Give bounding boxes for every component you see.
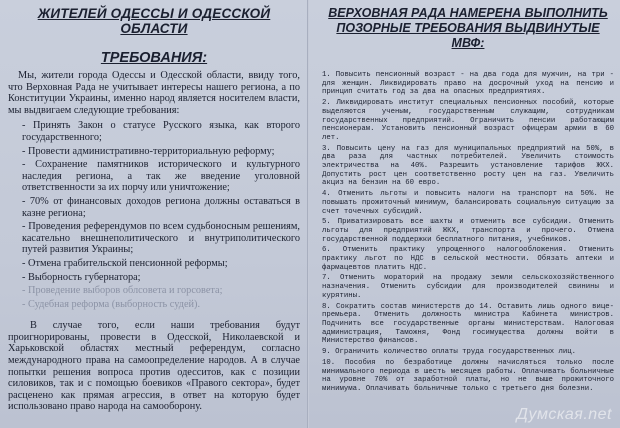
right-heading-line1: ВЕРХОВНАЯ РАДА НАМЕРЕНА ВЫПОЛНИТЬ — [328, 6, 608, 20]
measure-item: 7. Отменить мораторий на продажу земли сельскохозяйственного назначения. Отменить субсидии для производителей свинины и курятины. — [322, 274, 614, 300]
measure-item: 3. Повысить цену на газ для муниципальных предприятий на 50%, в два раза для частных потребителей. Увеличить стоимость электричества на 40%. Разрешить установление тарифов ЖКХ. Допустить рост цен соответственно росту цен на газ. Увеличить акциз на бензин на 60 евро. — [322, 144, 614, 188]
measure-item: 10. Пособия по безработице должны начисляться только после минимального периода в шесть месяцев работы. Оплачивать больничные на уровне 70% от заработной платы, но не выше прожиточного минимума. Оплачивать больничные только с третьего дня болезни. — [322, 358, 614, 393]
demand-item: - Провести административно-территориальную реформу; — [22, 145, 275, 157]
measure-item: 9. Ограничить количество оплаты труда государственных лиц. — [322, 348, 576, 357]
measure-item: 5. Приватизировать все шахты и отменить все субсидии. Отменить льготы для предприятий ЖКХ, транспорта и прочего. Отмена государственной поддержки бесплатного питания, учебников. — [322, 218, 614, 244]
demands-list — [8, 120, 300, 310]
demand-item: - Судебная реформа (выборность судей). — [22, 298, 201, 310]
demand-item: - Проведение выборов облсовета и горсовета; — [22, 285, 223, 297]
measure-item: 1. Повысить пенсионный возраст - на два года для мужчин, на три - для женщин. Ликвидировать право на досрочный уход на пенсию и принцип считать год за два на опасных предприятиях. — [322, 71, 614, 97]
left-heading: ЖИТЕЛЕЙ ОДЕССЫ И ОДЕССКОЙ ОБЛАСТИ — [37, 6, 271, 36]
demands-heading: ТРЕБОВАНИЯ: — [100, 50, 208, 66]
intro-paragraph: Мы, жители города Одессы и Одесской области, ввиду того, что Верховная Рада не учитывает интересы нашего региона, а по Конституции Украины, именно народ является носителем власти, мы выдвигаем следующие требования: — [8, 70, 300, 116]
page-fold — [307, 0, 309, 428]
measure-item: 8. Сократить состав министерств до 14. Оставить лишь одного вице-премьера. Отменить должность министра Кабинета министров. Подчинить все государственные органы министерствам. Налоговая администрация, Таможня, Фонд госимущества должны войти в Министерство финансов. — [322, 302, 614, 346]
measure-item: 6. Отменить практику упрощенного налогообложения. Отменить практику льгот по НДС в сельской местности. Обязать аптеки и фармацевтов платить НДС. — [322, 246, 614, 272]
right-heading-line2: ПОЗОРНЫЕ ТРЕБОВАНИЯ ВЫДВИНУТЫЕ МВФ: — [336, 21, 600, 50]
demand-item: - Проведения референдумов по всем судьбоносным решениям, касательно внешнеполитического и внутриполитического путей развития Украины; — [22, 221, 300, 256]
right-heading — [322, 6, 614, 51]
site-watermark: Думская.net — [516, 406, 612, 423]
demand-item: - Отмена грабительской пенсионной реформы; — [22, 257, 228, 269]
imf-column — [322, 6, 614, 396]
outro-paragraph: В случае того, если наши требования будут проигнорированы, провести в Одесской, Николаевской и Харьковской областях местный референдум, согласно международного права на самоопределение народов. А в случае попытки решения вопроса против одесситов, как с позиции силовиков, так и с помощью боевиков «Правого сектора», будет расценено как прямая агрессия, в ответ на которую будет использовано право народа на самооборону. — [8, 320, 300, 413]
demand-item: - Принять Закон о статусе Русского языка, как второго государственного; — [22, 120, 300, 143]
measure-item: 2. Ликвидировать институт специальных пенсионных пособий, которые выделяются ученым, государственным служащим, сотрудникам государственных предприятий. Ограничить пенсии работающим пенсионерам. Установить пенсионный возраст офицерам армии в 60 лет. — [322, 99, 614, 142]
imf-measures-list — [322, 71, 614, 394]
demand-item: - 70% от финансовых доходов региона должны оставаться в казне региона; — [22, 195, 300, 219]
demands-column — [8, 6, 300, 413]
demand-item: - Выборность губернатора; — [22, 271, 141, 283]
measure-item: 4. Отменить льготы и повысить налоги на транспорт на 50%. Не повышать прожиточный минимум, балансировать социальную ситуацию за счет точечных субсидий. — [322, 190, 614, 216]
demand-item: - Сохранение памятников исторического и культурного наследия региона, а так же введение уголовной ответственности за их порчу или уничтожение; — [22, 159, 300, 194]
